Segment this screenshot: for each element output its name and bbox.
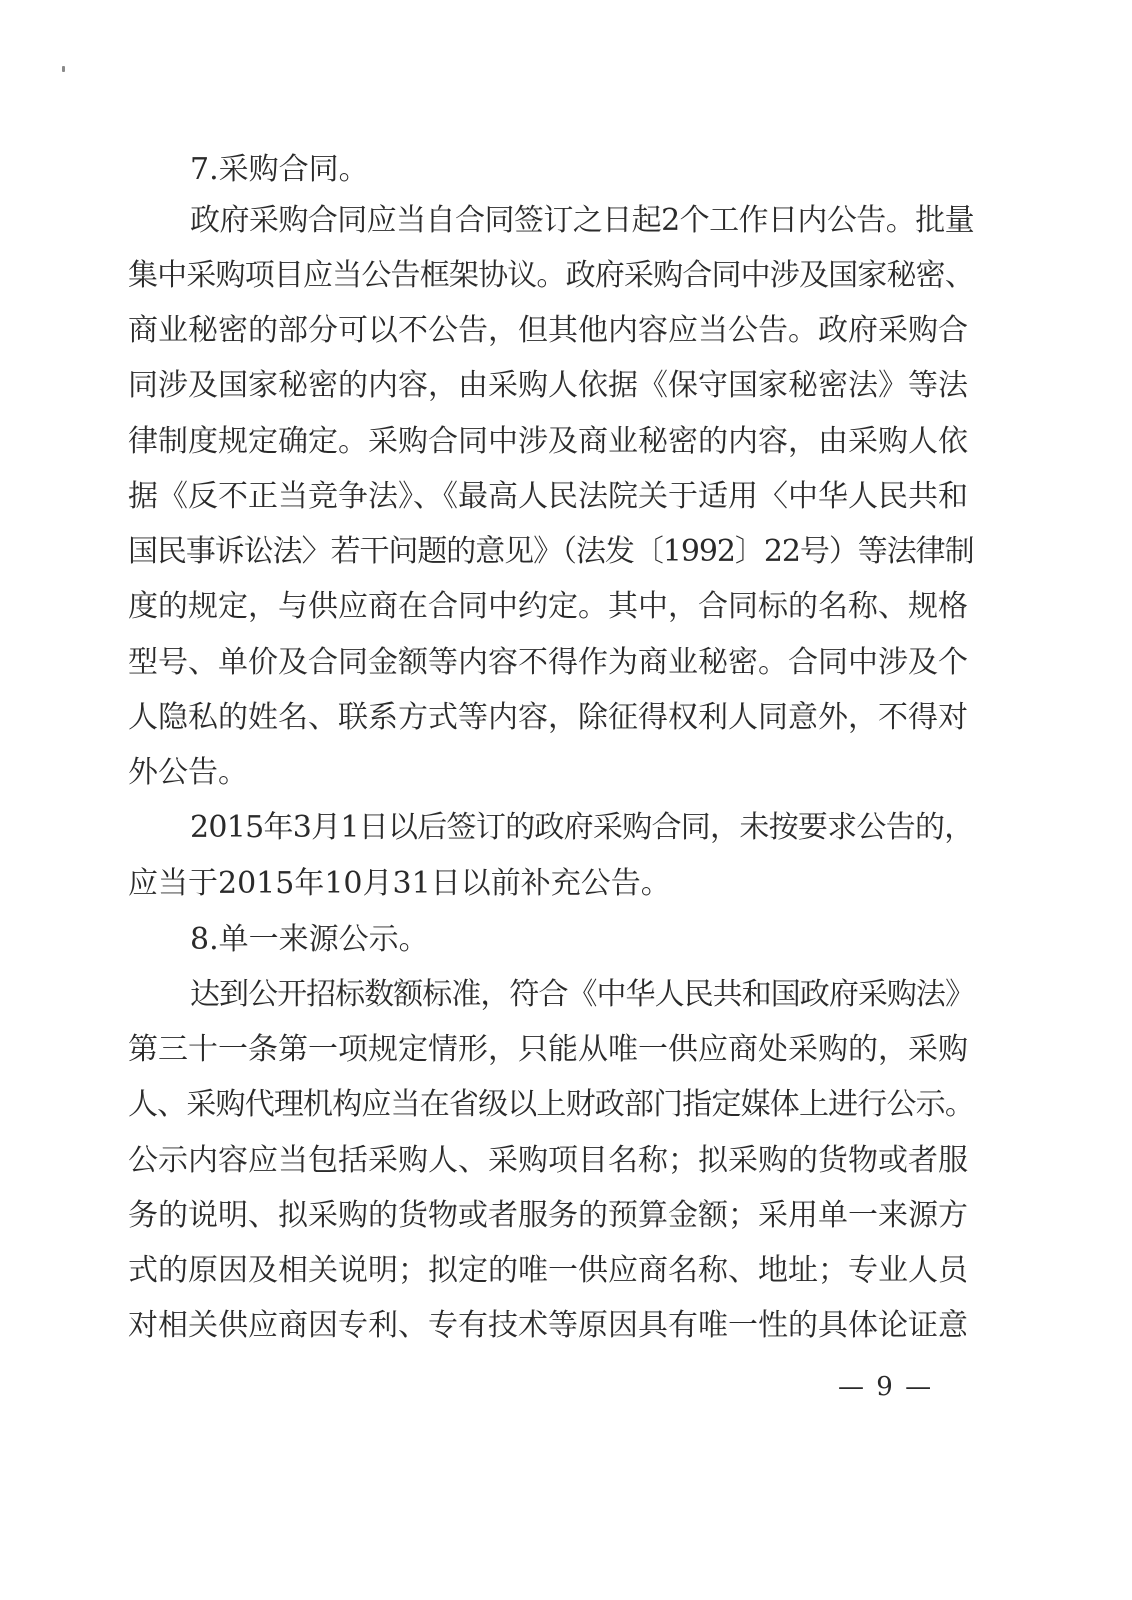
text-line: 集中采购项目应当公告框架协议。政府采购合同中涉及国家秘密、 [128,258,974,293]
text-line: 人、采购代理机构应当在省级以上财政部门指定媒体上进行公示。 [128,1087,974,1122]
text-line: 据《反不正当竞争法》、《最高人民法院关于适用〈中华人民共和 [128,479,968,514]
text-line: 国民事诉讼法〉若干问题的意见》（法发〔1992〕22号）等法律制 [128,534,974,569]
text-line: 政府采购合同应当自合同签订之日起2个工作日内公告。批量 [190,203,975,238]
text-line: 度的规定，与供应商在合同中约定。其中，合同标的名称、规格 [128,589,968,624]
text-line: 达到公开招标数额标准，符合《中华人民共和国政府采购法》 [190,977,974,1012]
text-line: 人隐私的姓名、联系方式等内容，除征得权利人同意外，不得对 [128,700,968,735]
text-line: 对相关供应商因专利、专有技术等原因具有唯一性的具体论证意 [128,1308,968,1343]
scan-mark [62,66,65,72]
section-heading-single-source: 8.单一来源公示。 [190,922,429,957]
text-line: 商业秘密的部分可以不公告，但其他内容应当公告。政府采购合 [128,313,968,348]
text-line: 第三十一条第一项规定情形，只能从唯一供应商处采购的，采购 [128,1032,968,1067]
text-line: 外公告。 [128,755,248,790]
text-line: 2015年3月1日以后签订的政府采购合同，未按要求公告的， [190,810,974,845]
text-line: 式的原因及相关说明；拟定的唯一供应商名称、地址；专业人员 [128,1253,968,1288]
text-line: 公示内容应当包括采购人、采购项目名称；拟采购的货物或者服 [128,1143,968,1178]
text-line: 应当于2015年10月31日以前补充公告。 [128,866,671,901]
section-heading-contract: 7.采购合同。 [190,152,369,187]
text-line: 务的说明、拟采购的货物或者服务的预算金额；采用单一来源方 [128,1198,968,1233]
text-line: 律制度规定确定。采购合同中涉及商业秘密的内容，由采购人依 [128,424,968,459]
text-line: 型号、单价及合同金额等内容不得作为商业秘密。合同中涉及个 [128,645,968,680]
text-line: 同涉及国家秘密的内容，由采购人依据《保守国家秘密法》等法 [128,368,968,403]
page-number: — 9 — [838,1372,934,1402]
